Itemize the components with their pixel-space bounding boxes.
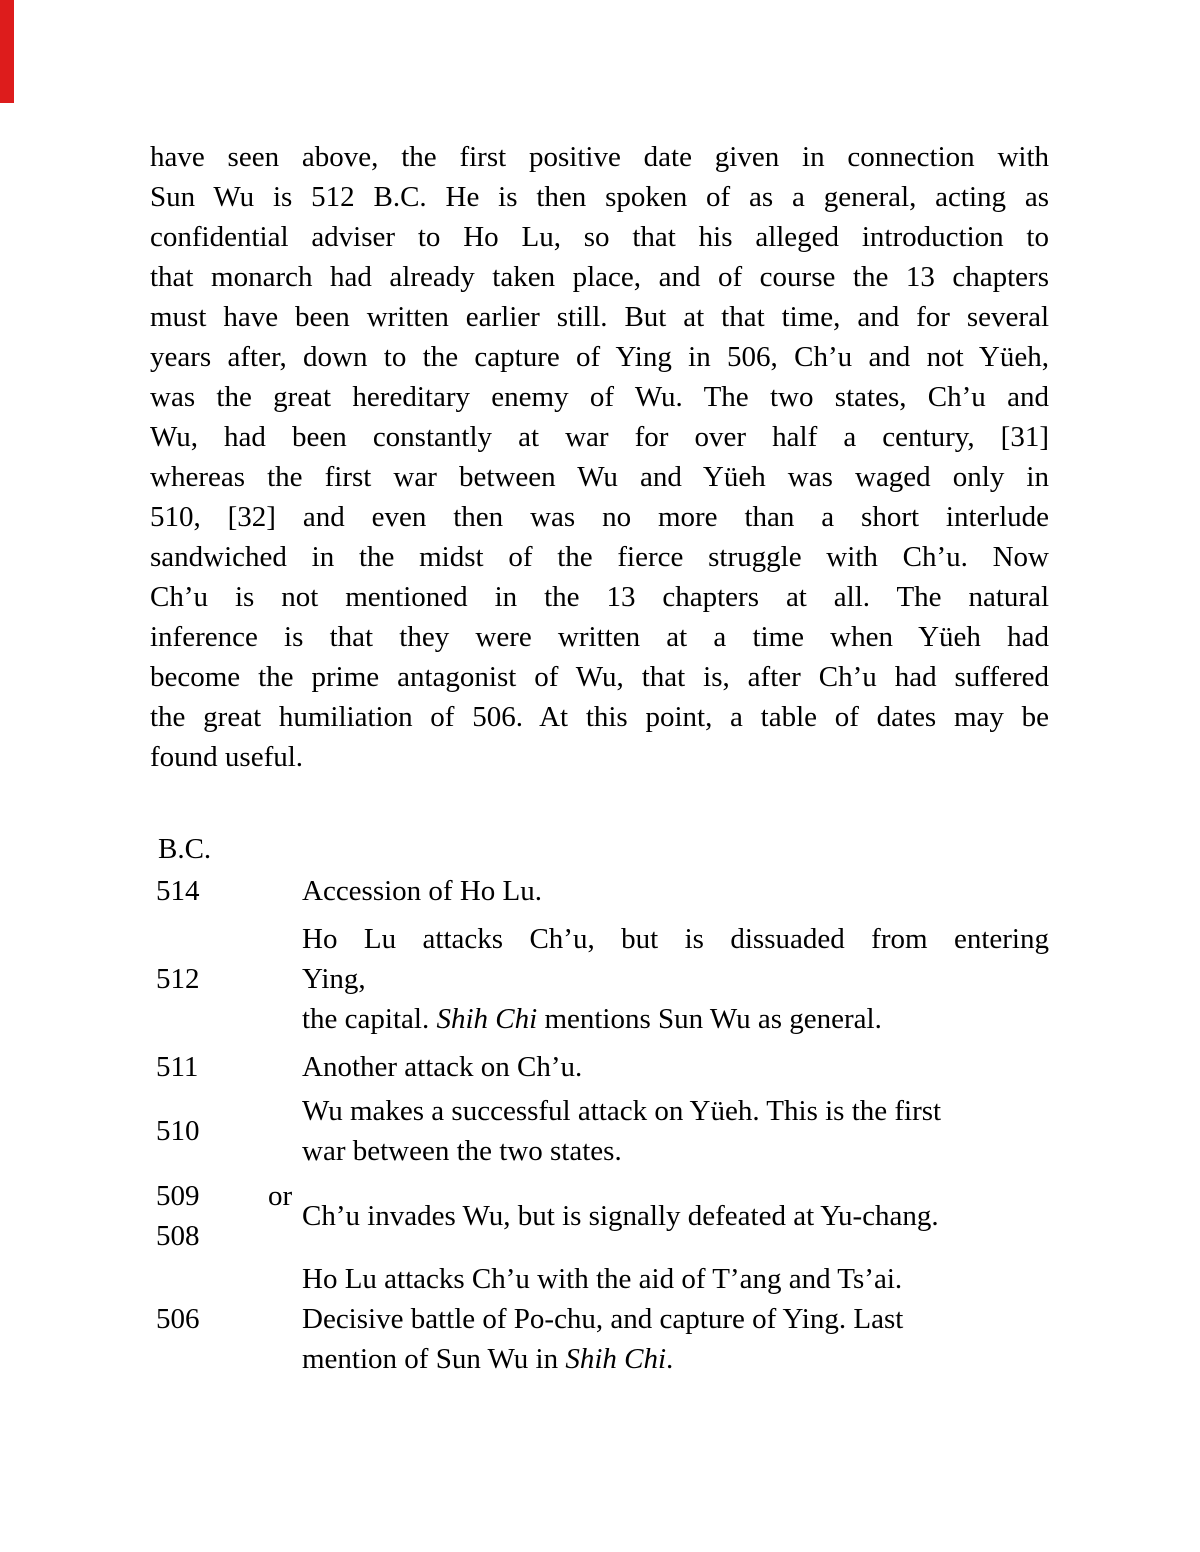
event-text: Decisive battle of Po-chu, and capture of Ying. Last xyxy=(302,1303,904,1335)
event-text: Ying, xyxy=(302,963,366,995)
event-cell xyxy=(302,1047,1049,1087)
book-title-italic: Shih Chi xyxy=(436,1003,538,1035)
event-line xyxy=(302,1299,1049,1339)
paragraph-line: was the great hereditary enemy of Wu. The two states, Ch’u and xyxy=(150,381,1049,413)
red-ribbon-marker xyxy=(0,0,14,103)
paragraph-line: whereas the first war between Wu and Yüeh was waged only in xyxy=(150,461,1049,493)
table-row xyxy=(150,1045,1049,1089)
event-line xyxy=(302,1339,1049,1379)
paragraph-line: the great humiliation of 506. At this point, a table of dates may be xyxy=(150,701,1049,733)
year-cell xyxy=(150,871,268,911)
event-cell xyxy=(302,1259,1049,1379)
year-value: 509 xyxy=(156,1180,200,1212)
event-line xyxy=(302,1131,1049,1171)
year-value: 510 xyxy=(156,1115,200,1147)
event-cell xyxy=(302,871,1049,911)
table-row xyxy=(150,913,1049,1045)
event-line xyxy=(302,871,1049,911)
year-cell xyxy=(150,1047,268,1087)
event-line xyxy=(302,1091,1049,1131)
event-line xyxy=(302,959,1049,999)
conjunction-cell: or xyxy=(268,1180,293,1212)
table-row xyxy=(150,869,1049,913)
event-text: Ho Lu attacks Ch’u with the aid of T’ang and Ts’ai. xyxy=(302,1263,903,1295)
paragraph-line: confidential adviser to Ho Lu, so that his alleged introduction to xyxy=(150,221,1049,253)
paragraph-line: Ch’u is not mentioned in the 13 chapters at all. The natural xyxy=(150,581,1049,613)
paragraph-line: found useful. xyxy=(150,741,304,773)
event-text: Another attack on Ch’u. xyxy=(302,1051,583,1083)
event-text: . xyxy=(666,1343,674,1375)
table-row xyxy=(150,1175,1049,1256)
event-text: mention of Sun Wu in xyxy=(302,1343,566,1375)
page-content xyxy=(150,137,1049,1382)
event-cell xyxy=(302,1091,1049,1171)
year-value: 508 xyxy=(156,1220,200,1252)
event-line xyxy=(302,1196,1049,1236)
event-text: the capital. xyxy=(302,1003,437,1035)
event-line xyxy=(302,919,1049,959)
year-cell xyxy=(150,1111,268,1151)
dates-table-rows xyxy=(150,869,1049,1382)
paragraph-line: sandwiched in the midst of the fierce struggle with Ch’u. Now xyxy=(150,541,1049,573)
paragraph-line: inference is that they were written at a time when Yüeh had xyxy=(150,621,1049,653)
book-title-italic: Shih Chi xyxy=(565,1343,667,1375)
year-value: 514 xyxy=(156,875,200,907)
year-cell xyxy=(150,959,268,999)
event-cell xyxy=(302,919,1049,1039)
event-text: war between the two states. xyxy=(302,1135,622,1167)
paragraph-line: years after, down to the capture of Ying in 506, Ch’u and not Yüeh, xyxy=(150,341,1049,373)
event-text: Wu makes a successful attack on Yüeh. This is the first xyxy=(302,1095,942,1127)
event-line xyxy=(302,999,1049,1039)
event-text: Ho Lu attacks Ch’u, but is dissuaded from entering xyxy=(302,923,1049,955)
table-row xyxy=(150,1089,1049,1175)
paragraph-line: 510, [32] and even then was no more than a short interlude xyxy=(150,501,1049,533)
year-value: 512 xyxy=(156,963,200,995)
event-cell xyxy=(302,1196,1049,1236)
year-value: 506 xyxy=(156,1303,200,1335)
year-cell xyxy=(150,1176,268,1256)
year-value: 511 xyxy=(156,1051,199,1083)
event-text: mentions Sun Wu as general. xyxy=(537,1003,882,1035)
paragraph-line: Sun Wu is 512 B.C. He is then spoken of as a general, acting as xyxy=(150,181,1049,213)
table-row xyxy=(150,1256,1049,1382)
event-text: Accession of Ho Lu. xyxy=(302,875,543,907)
event-text: Ch’u invades Wu, but is signally defeated at Yu-chang. xyxy=(302,1200,939,1232)
paragraph-line: Wu, had been constantly at war for over half a century, [31] xyxy=(150,421,1049,453)
event-line xyxy=(302,1259,1049,1299)
event-line xyxy=(302,1047,1049,1087)
intro-paragraph xyxy=(150,137,1049,777)
year-cell xyxy=(150,1299,268,1339)
paragraph-line: that monarch had already taken place, and of course the 13 chapters xyxy=(150,261,1049,293)
era-label: B.C. xyxy=(158,833,212,865)
paragraph-line: have seen above, the first positive date given in connection with xyxy=(150,141,1049,173)
paragraph-line: become the prime antagonist of Wu, that is, after Ch’u had suffered xyxy=(150,661,1049,693)
paragraph-line: must have been written earlier still. But at that time, and for several xyxy=(150,301,1049,333)
